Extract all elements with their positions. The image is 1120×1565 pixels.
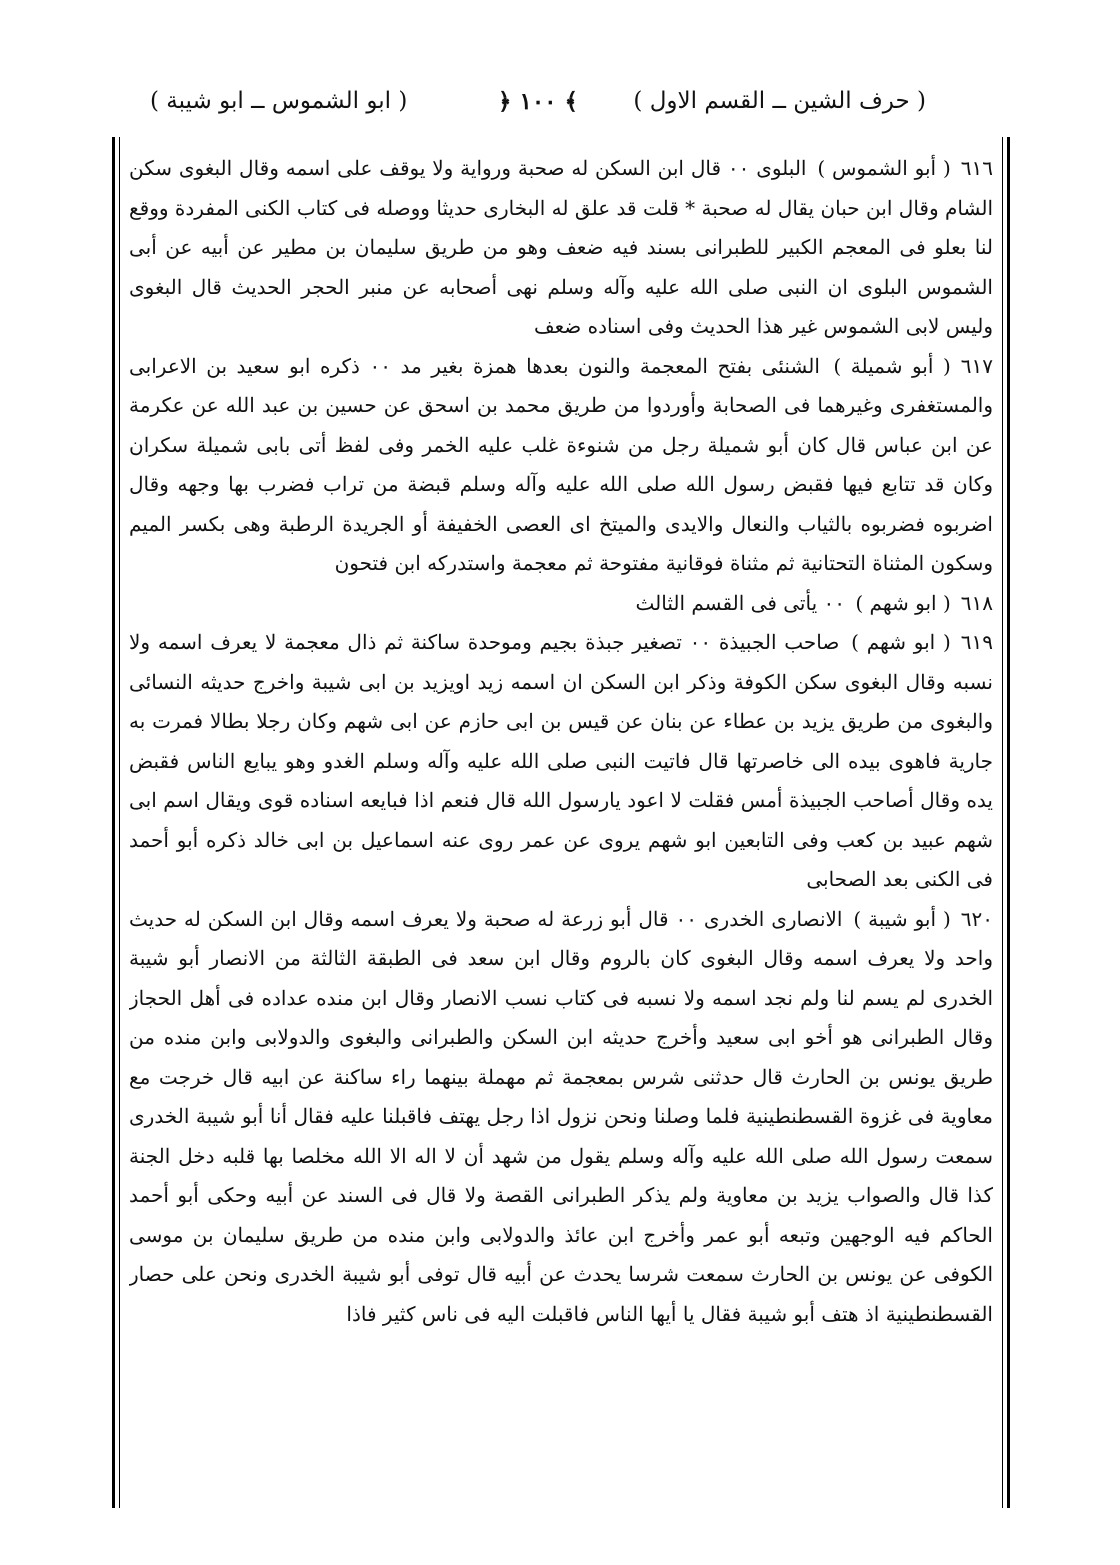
entry-text: الانصارى الخدرى ٠٠ قال أبو زرعة له صحبة ولا يعرف اسمه وقال ابن السكن له حديث واحد ولا يعرف اسمه وقال البغوى كان بالروم وقال ابن سعد فى الطبقة الثالثة من الانصار أبو شيبة الخدرى لم يسم لنا ولم نجد اسمه ولا نسبه فى كتاب نسب الانصار وقال ابن منده عداده فى أهل الحجاز وقال الطبرانى هو أخو ابى سعيد وأخرج حديثه ابن السكن والطبرانى والبغوى والدولابى وابن منده من طريق يونس بن الحارث قال حدثنى شرس بمعجمة ثم مهملة بينهما راء ساكنة عن ابيه قال خرجت مع معاوية فى غزوة القسطنطينية فلما وصلنا ونحن نزول اذا رجل يهتف فاقبلنا عليه فقال أنا أبو شيبة الخدرى سمعت رسول الله صلى الله عليه وآله وسلم يقول من شهد أن لا اله الا الله مخلصا بها قلبه دخل الجنة كذا قال والصواب يزيد بن معاوية ولم يذكر الطبرانى القصة ولا قال فى السند عن أبيه وحكى أبو أحمد الحاكم فيه الوجهين وتبعه أبو عمر وأخرج ابن عائذ والدولابى وابن منده من طريق سليمان بن موسى الكوفى عن يونس بن الحارث سمعت شرسا يحدث عن أبيه قال توفى أبو شيبة الخدرى ونحن على حصار القسطنطينية اذ هتف أبو شيبة فقال يا أيها الناس فاقبلت اليه فى ناس كثير فاذا [129, 906, 993, 1326]
text-frame [112, 137, 1010, 1508]
entries-body [129, 149, 993, 1508]
entry-text: الشنئى بفتح المعجمة والنون بعدها همزة بغير مد ٠٠ ذكره ابو سعيد بن الاعرابى والمستغفرى وغيرهما فى الصحابة وأوردوا من طريق محمد بن اسحق عن حسين بن عبد الله عن عكرمة عن ابن عباس قال كان أبو شميلة رجل من شنوءة غلب عليه الخمر وفى لفظ أتى بابى شميلة سكران وكان قد تتابع فيها فقبض رسول الله صلى الله عليه وآله وسلم قبضة من تراب فضرب بها وجهه وقال اضربوه فضربوه بالثياب والنعال والايدى والميتخ اى العصى الخفيفة أو الجريدة الرطبة وهى بكسر الميم وسكون المثناة التحتانية ثم مثناة فوقانية مفتوحة ثم معجمة واستدركه ابن فتحون [129, 353, 993, 575]
entry-617 [129, 347, 993, 584]
running-head-subject: ( ابو الشموس ــ ابو شيبة ) [150, 88, 408, 114]
entry-text: صاحب الجبيذة ٠٠ تصغير جبذة بجيم وموحدة ساكنة ثم ذال معجمة لا يعرف اسمه ولا نسبه وقال البغوى سكن الكوفة وذكر ابن السكن ان اسمه زيد اويزيد بن ابى شيبة واخرج حديثه النسائى والبغوى من طريق يزيد بن عطاء عن بنان عن قيس بن ابى حازم عن ابى شهم وكان رجلا بطالا فمرت به جارية فاهوى بيده الى خاصرتها قال فاتيت النبى صلى الله عليه وآله وسلم الغدو وهو يبايع الناس فقبض يده وقال أصاحب الجبيذة أمس فقلت لا اعود يارسول الله قال فنعم اذا فبايعه اسناده قوى ويقال اسم ابى شهم عبيد بن كعب وفى التابعين ابو شهم يروى عن عمر روى عنه اسماعيل بن ابى خالد ذكره أبو أحمد فى الكنى بعد الصحابى [129, 630, 993, 891]
entry-name: ( أبو الشموس ) [817, 156, 951, 180]
page-number: ﴾ ١٠٠ ﴿ [497, 88, 579, 115]
entry-text: ٠٠ يأتى فى القسم الثالث [635, 590, 845, 615]
entry-number: ٦١٩ [960, 630, 993, 654]
entry-616 [129, 149, 993, 347]
entry-619 [129, 623, 993, 900]
entry-number: ٦١٧ [960, 353, 993, 378]
entry-number: ٦٢٠ [960, 906, 993, 931]
entry-name: ( ابو شهم ) [855, 590, 951, 615]
entry-618 [129, 584, 993, 624]
running-head-section: ( حرف الشين ــ القسم الاول ) [633, 88, 926, 114]
entry-name: ( ابو شهم ) [851, 630, 951, 654]
entry-name: ( أبو شيبة ) [853, 906, 951, 931]
entry-number: ٦١٨ [960, 590, 993, 615]
page-header [150, 88, 926, 124]
entry-620 [129, 900, 993, 1335]
entry-name: ( أبو شميلة ) [833, 353, 951, 378]
entry-text: البلوى ٠٠ قال ابن السكن له صحبة ورواية ولا يوقف على اسمه وقال البغوى سكن الشام وقال ابن حبان يقال له صحبة * قلت قد علق له البخارى حديثا ووصله فى كتاب الكنى المفردة ووقع لنا بعلو فى المعجم الكبير للطبرانى بسند فيه ضعف وهو من طريق سليمان بن مطير عن أبيه عن أبى الشموس البلوى ان النبى صلى الله عليه وآله وسلم نهى أصحابه عن منبر الحجر الحديث قال البغوى وليس لابى الشموس غير هذا الحديث وفى اسناده ضعف [129, 156, 993, 338]
entry-number: ٦١٦ [960, 156, 993, 180]
